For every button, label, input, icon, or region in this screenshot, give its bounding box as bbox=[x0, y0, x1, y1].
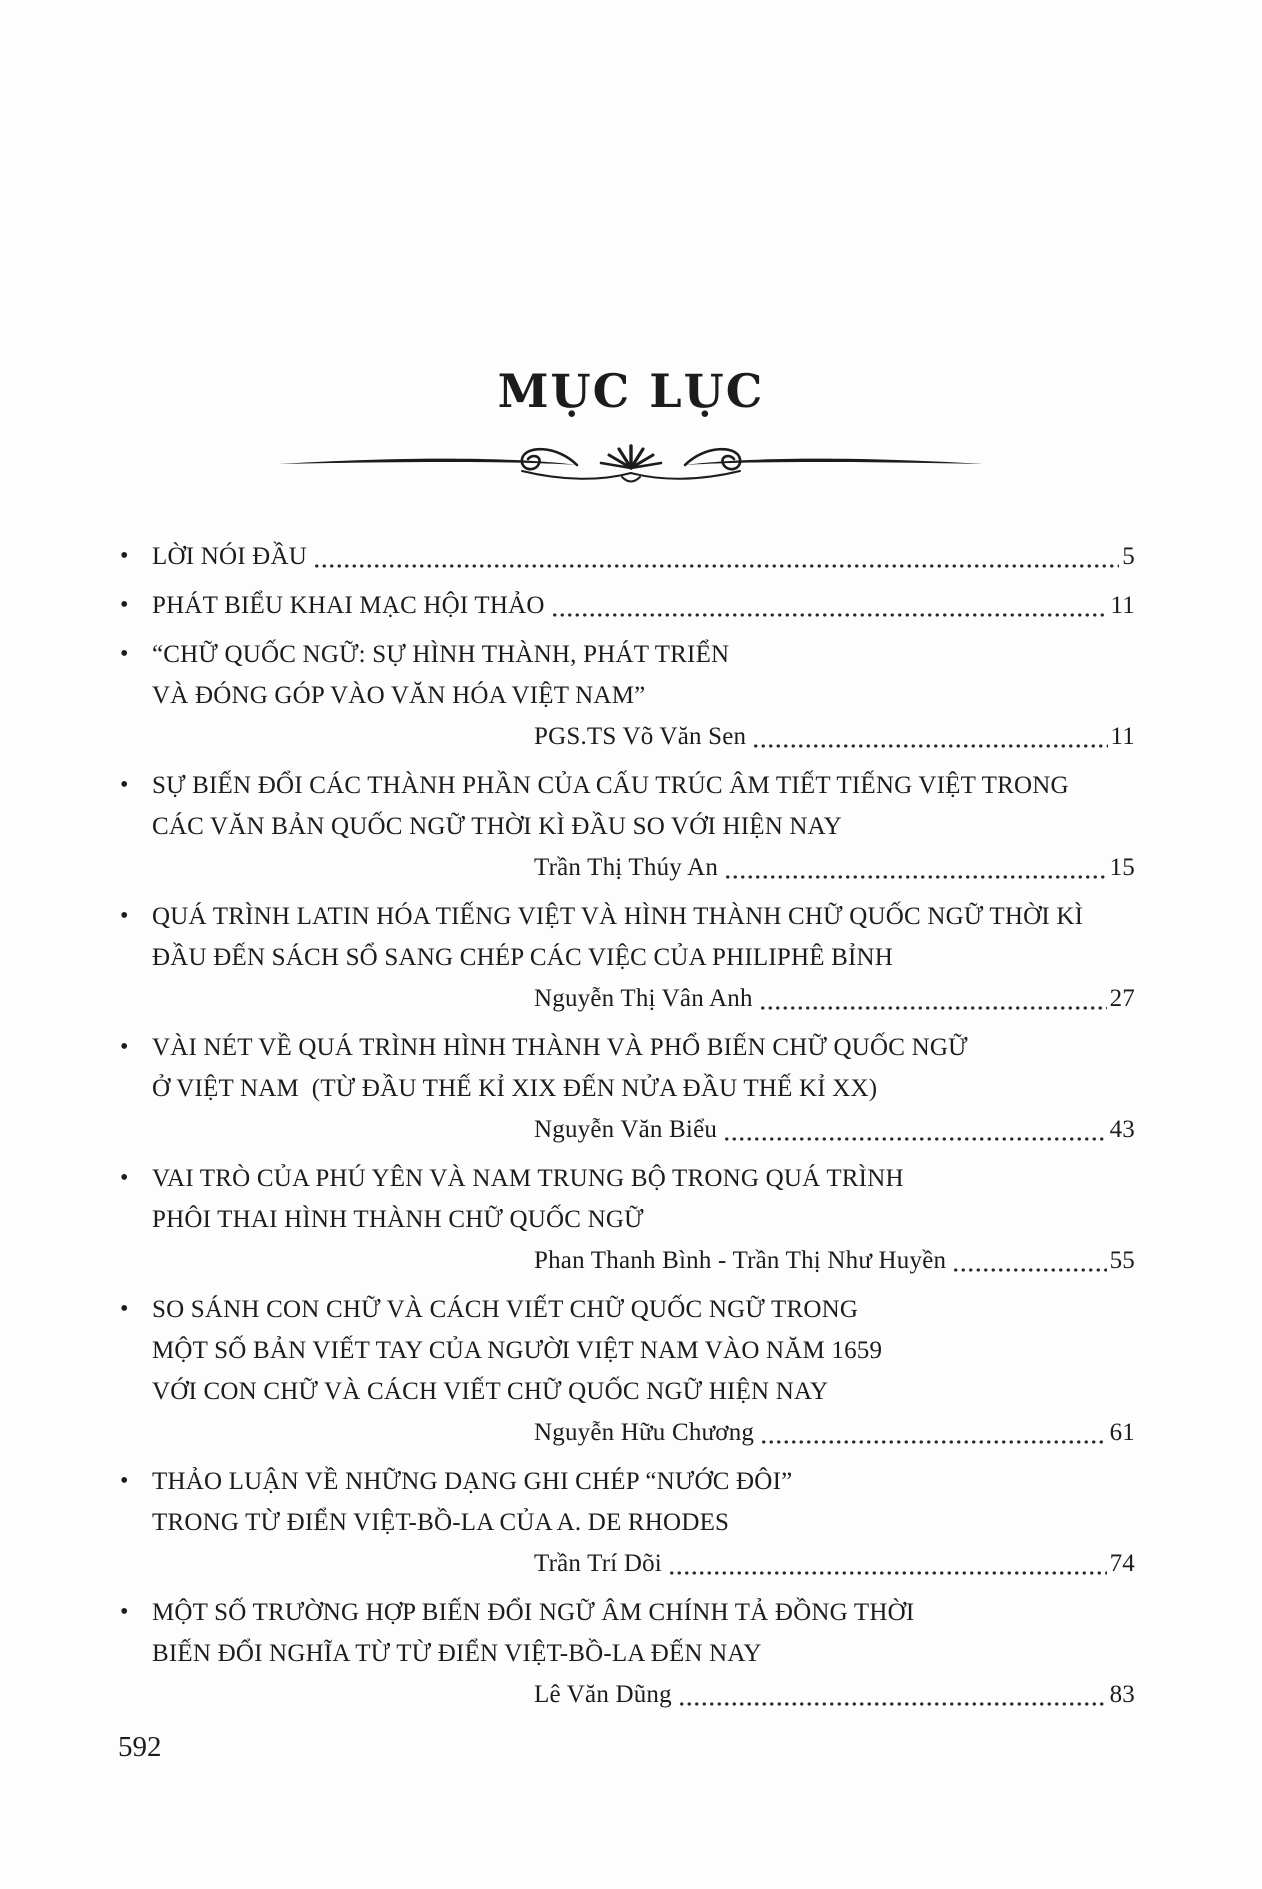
author-name: Trần Thị Thúy An bbox=[534, 854, 719, 881]
toc-title-line bbox=[152, 1330, 1135, 1371]
author-name: Nguyễn Hữu Chương bbox=[534, 1419, 755, 1446]
author-indent-spacer bbox=[152, 716, 534, 757]
toc-entry bbox=[118, 634, 1135, 757]
toc-title-text: VAI TRÒ CỦA PHÚ YÊN VÀ NAM TRUNG BỘ TRONG QUÁ TRÌNH bbox=[152, 1165, 904, 1192]
toc-author-line bbox=[152, 1109, 1135, 1150]
dot-leader bbox=[678, 1674, 1107, 1715]
author-name: Phan Thanh Bình - Trần Thị Như Huyền bbox=[534, 1247, 947, 1274]
author-indent-spacer bbox=[152, 1109, 534, 1150]
dot-leader bbox=[313, 536, 1119, 577]
page-number: 61 bbox=[1109, 1419, 1135, 1446]
toc-entry bbox=[118, 896, 1135, 1019]
author-name: Trần Trí Dõi bbox=[534, 1550, 662, 1577]
toc-title-text: BIẾN ĐỔI NGHĨA TỪ TỪ ĐIỂN VIỆT-BỒ-LA ĐẾN NAY bbox=[152, 1640, 762, 1667]
toc-title-text: VỚI CON CHỮ VÀ CÁCH VIẾT CHỮ QUỐC NGỮ HIỆN NAY bbox=[152, 1378, 829, 1405]
toc-title-text: PHÔI THAI HÌNH THÀNH CHỮ QUỐC NGỮ bbox=[152, 1206, 644, 1233]
bullet-icon: • bbox=[120, 543, 129, 569]
flourish-icon bbox=[271, 434, 991, 490]
bullet-icon: • bbox=[120, 1165, 129, 1191]
page-number: 15 bbox=[1109, 854, 1135, 881]
bullet-icon: • bbox=[120, 903, 129, 929]
toc-title-text: ĐẦU ĐẾN SÁCH SỔ SANG CHÉP CÁC VIỆC CỦA PHILIPHÊ BỈNH bbox=[152, 944, 894, 971]
toc-title-text: “CHỮ QUỐC NGỮ: SỰ HÌNH THÀNH, PHÁT TRIỂN bbox=[152, 641, 730, 668]
toc-title-line bbox=[152, 806, 1135, 847]
toc-title-line bbox=[152, 1068, 1135, 1109]
dot-leader bbox=[759, 978, 1107, 1019]
author-indent-spacer bbox=[152, 1543, 534, 1584]
bullet-icon: • bbox=[120, 1468, 129, 1494]
page-number: 11 bbox=[1110, 592, 1135, 619]
toc-entry bbox=[118, 1592, 1135, 1715]
toc-author-line bbox=[152, 1674, 1135, 1715]
toc-title-line bbox=[152, 675, 1135, 716]
dot-leader bbox=[724, 847, 1107, 888]
page-number: 74 bbox=[1109, 1550, 1135, 1577]
toc-title-text: LỜI NÓI ĐẦU bbox=[152, 543, 307, 570]
toc-title-text: PHÁT BIỂU KHAI MẠC HỘI THẢO bbox=[152, 592, 545, 619]
author-name: Lê Văn Dũng bbox=[534, 1681, 672, 1708]
dot-leader bbox=[952, 1240, 1106, 1281]
dot-leader bbox=[723, 1109, 1107, 1150]
toc-title-text: TRONG TỪ ĐIỂN VIỆT-BỒ-LA CỦA A. DE RHODES bbox=[152, 1509, 730, 1536]
toc-entry bbox=[118, 1027, 1135, 1150]
author-indent-spacer bbox=[152, 1240, 534, 1281]
dot-leader bbox=[551, 585, 1108, 626]
toc-title-text: SO SÁNH CON CHỮ VÀ CÁCH VIẾT CHỮ QUỐC NGỮ TRONG bbox=[152, 1296, 859, 1323]
toc-title-text: THẢO LUẬN VỀ NHỮNG DẠNG GHI CHÉP “NƯỚC ĐÔI” bbox=[152, 1468, 793, 1495]
toc-entry bbox=[118, 585, 1135, 626]
folio-page-number: 592 bbox=[118, 1731, 162, 1763]
toc-title-text: MỘT SỐ BẢN VIẾT TAY CỦA NGƯỜI VIỆT NAM VÀO NĂM 1659 bbox=[152, 1337, 883, 1364]
author-indent-spacer bbox=[152, 978, 534, 1019]
toc-entry bbox=[118, 536, 1135, 577]
toc-title-text: VÀI NÉT VỀ QUÁ TRÌNH HÌNH THÀNH VÀ PHỔ BIẾN CHỮ QUỐC NGỮ bbox=[152, 1034, 968, 1061]
toc-entry bbox=[118, 1289, 1135, 1453]
page-number: 11 bbox=[1110, 723, 1135, 750]
page-number: 5 bbox=[1122, 543, 1135, 570]
author-indent-spacer bbox=[152, 1674, 534, 1715]
toc-entry bbox=[118, 765, 1135, 888]
toc-title-line bbox=[152, 634, 1135, 675]
toc-entry bbox=[118, 1461, 1135, 1584]
author-indent-spacer bbox=[152, 847, 534, 888]
toc-title-line bbox=[152, 896, 1135, 937]
toc-author-line bbox=[152, 716, 1135, 757]
page-number: 27 bbox=[1109, 985, 1135, 1012]
page-number: 55 bbox=[1109, 1247, 1135, 1274]
toc-title-line bbox=[152, 1592, 1135, 1633]
bullet-icon: • bbox=[120, 592, 129, 618]
toc-title-text: VÀ ĐÓNG GÓP VÀO VĂN HÓA VIỆT NAM” bbox=[152, 682, 646, 709]
toc-title-line bbox=[152, 585, 1135, 626]
toc-author-line bbox=[152, 1543, 1135, 1584]
toc-title-text: CÁC VĂN BẢN QUỐC NGỮ THỜI KÌ ĐẦU SO VỚI HIỆN NAY bbox=[152, 813, 842, 840]
toc-title-line bbox=[152, 1371, 1135, 1412]
author-name: PGS.TS Võ Văn Sen bbox=[534, 723, 747, 750]
bullet-icon: • bbox=[120, 1034, 129, 1060]
toc-title-text: SỰ BIẾN ĐỔI CÁC THÀNH PHẦN CỦA CẤU TRÚC ÂM TIẾT TIẾNG VIỆT TRONG bbox=[152, 772, 1069, 799]
toc-entry bbox=[118, 1158, 1135, 1281]
toc-author-line bbox=[152, 1412, 1135, 1453]
toc-title-line bbox=[152, 1461, 1135, 1502]
page-number: 43 bbox=[1109, 1116, 1135, 1143]
toc-title-line bbox=[152, 536, 1135, 577]
bullet-icon: • bbox=[120, 772, 129, 798]
author-indent-spacer bbox=[152, 1412, 534, 1453]
dot-leader bbox=[752, 716, 1107, 757]
author-name: Nguyễn Thị Vân Anh bbox=[534, 985, 753, 1012]
dot-leader bbox=[760, 1412, 1106, 1453]
divider-ornament bbox=[0, 434, 1262, 490]
author-name: Nguyễn Văn Biểu bbox=[534, 1116, 718, 1143]
toc-author-line bbox=[152, 1240, 1135, 1281]
toc-title-text: Ở VIỆT NAM (TỪ ĐẦU THẾ KỈ XIX ĐẾN NỬA ĐẦU THẾ KỈ XX) bbox=[152, 1075, 878, 1102]
toc-list bbox=[118, 536, 1135, 1715]
toc-title-line bbox=[152, 1502, 1135, 1543]
toc-author-line bbox=[152, 978, 1135, 1019]
toc-title-line bbox=[152, 1199, 1135, 1240]
toc-title-line bbox=[152, 1633, 1135, 1674]
toc-title-line bbox=[152, 1289, 1135, 1330]
dot-leader bbox=[668, 1543, 1107, 1584]
toc-title-line bbox=[152, 765, 1135, 806]
toc-author-line bbox=[152, 847, 1135, 888]
toc-title-text: QUÁ TRÌNH LATIN HÓA TIẾNG VIỆT VÀ HÌNH THÀNH CHỮ QUỐC NGỮ THỜI KÌ bbox=[152, 903, 1084, 930]
bullet-icon: • bbox=[120, 1599, 129, 1625]
bullet-icon: • bbox=[120, 1296, 129, 1322]
page-title: MỤC LỤC bbox=[497, 364, 765, 418]
page-number: 83 bbox=[1109, 1681, 1135, 1708]
toc-title-line bbox=[152, 1027, 1135, 1068]
toc-title-text: MỘT SỐ TRƯỜNG HỢP BIẾN ĐỔI NGỮ ÂM CHÍNH TẢ ĐỒNG THỜI bbox=[152, 1599, 915, 1626]
bullet-icon: • bbox=[120, 641, 129, 667]
toc-title-line bbox=[152, 1158, 1135, 1199]
toc-title-line bbox=[152, 937, 1135, 978]
